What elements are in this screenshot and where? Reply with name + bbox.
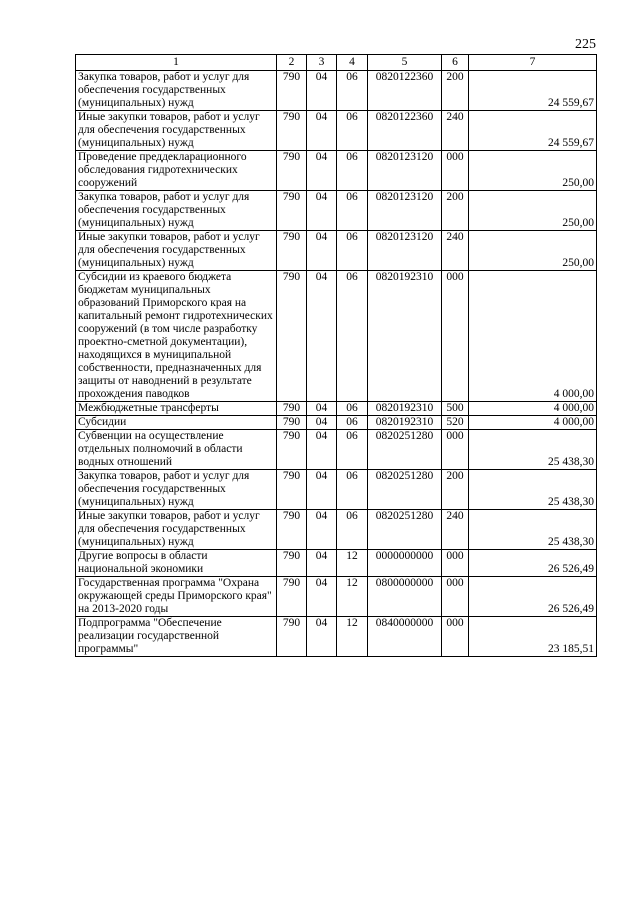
table-row xyxy=(76,231,597,271)
amount: 4 000,00 xyxy=(469,402,597,416)
code-subsection: 06 xyxy=(337,402,368,416)
code-target: 0820123120 xyxy=(368,231,442,271)
header-cell: 4 xyxy=(337,55,368,71)
table-row xyxy=(76,550,597,577)
code-ministry: 790 xyxy=(277,271,307,402)
code-subsection: 06 xyxy=(337,416,368,430)
code-section: 04 xyxy=(307,402,337,416)
code-section: 04 xyxy=(307,617,337,657)
code-subsection: 06 xyxy=(337,470,368,510)
code-expense-type: 200 xyxy=(442,470,469,510)
item-name: Иные закупки товаров, работ и услуг для обеспечения государственных (муниципальных) нужд xyxy=(76,111,277,151)
header-cell: 6 xyxy=(442,55,469,71)
code-section: 04 xyxy=(307,151,337,191)
code-target: 0820192310 xyxy=(368,416,442,430)
code-expense-type: 000 xyxy=(442,550,469,577)
table-row xyxy=(76,416,597,430)
code-section: 04 xyxy=(307,271,337,402)
code-expense-type: 500 xyxy=(442,402,469,416)
code-target: 0820123120 xyxy=(368,191,442,231)
item-name: Государственная программа "Охрана окружающей среды Приморского края" на 2013-2020 годы xyxy=(76,577,277,617)
amount: 26 526,49 xyxy=(469,550,597,577)
code-ministry: 790 xyxy=(277,111,307,151)
header-cell: 5 xyxy=(368,55,442,71)
code-ministry: 790 xyxy=(277,71,307,111)
code-target: 0820251280 xyxy=(368,510,442,550)
code-expense-type: 240 xyxy=(442,231,469,271)
item-name: Субсидии xyxy=(76,416,277,430)
code-ministry: 790 xyxy=(277,470,307,510)
table-row xyxy=(76,111,597,151)
code-target: 0820122360 xyxy=(368,111,442,151)
code-subsection: 12 xyxy=(337,577,368,617)
code-ministry: 790 xyxy=(277,191,307,231)
amount: 23 185,51 xyxy=(469,617,597,657)
item-name: Закупка товаров, работ и услуг для обеспечения государственных (муниципальных) нужд xyxy=(76,470,277,510)
code-expense-type: 200 xyxy=(442,191,469,231)
code-target: 0000000000 xyxy=(368,550,442,577)
code-ministry: 790 xyxy=(277,151,307,191)
amount: 4 000,00 xyxy=(469,416,597,430)
table-body xyxy=(76,71,597,657)
code-section: 04 xyxy=(307,510,337,550)
amount: 24 559,67 xyxy=(469,111,597,151)
amount: 250,00 xyxy=(469,191,597,231)
amount: 26 526,49 xyxy=(469,577,597,617)
code-ministry: 790 xyxy=(277,231,307,271)
code-expense-type: 000 xyxy=(442,617,469,657)
item-name: Субвенции на осуществление отдельных полномочий в области водных отношений xyxy=(76,430,277,470)
amount: 250,00 xyxy=(469,151,597,191)
item-name: Иные закупки товаров, работ и услуг для обеспечения государственных (муниципальных) нужд xyxy=(76,510,277,550)
table-row xyxy=(76,71,597,111)
table-row xyxy=(76,191,597,231)
code-target: 0820123120 xyxy=(368,151,442,191)
code-target: 0820192310 xyxy=(368,271,442,402)
code-expense-type: 000 xyxy=(442,271,469,402)
amount: 250,00 xyxy=(469,231,597,271)
code-target: 0840000000 xyxy=(368,617,442,657)
code-subsection: 06 xyxy=(337,191,368,231)
code-ministry: 790 xyxy=(277,416,307,430)
code-target: 0800000000 xyxy=(368,577,442,617)
code-section: 04 xyxy=(307,430,337,470)
item-name: Иные закупки товаров, работ и услуг для обеспечения государственных (муниципальных) нужд xyxy=(76,231,277,271)
code-subsection: 06 xyxy=(337,71,368,111)
code-subsection: 06 xyxy=(337,510,368,550)
code-ministry: 790 xyxy=(277,577,307,617)
code-expense-type: 200 xyxy=(442,71,469,111)
code-expense-type: 520 xyxy=(442,416,469,430)
code-expense-type: 000 xyxy=(442,151,469,191)
header-cell: 7 xyxy=(469,55,597,71)
code-ministry: 790 xyxy=(277,510,307,550)
code-section: 04 xyxy=(307,231,337,271)
code-ministry: 790 xyxy=(277,617,307,657)
code-section: 04 xyxy=(307,550,337,577)
code-section: 04 xyxy=(307,577,337,617)
table-row xyxy=(76,430,597,470)
page-number: 225 xyxy=(575,37,596,52)
code-expense-type: 240 xyxy=(442,111,469,151)
code-subsection: 06 xyxy=(337,271,368,402)
table-row xyxy=(76,577,597,617)
amount: 25 438,30 xyxy=(469,510,597,550)
code-target: 0820122360 xyxy=(368,71,442,111)
code-subsection: 06 xyxy=(337,151,368,191)
code-ministry: 790 xyxy=(277,430,307,470)
item-name: Субсидии из краевого бюджета бюджетам муниципальных образований Приморского края на капитальный ремонт гидротехнических сооружений (в том числе разработку проектно-сметной документации), находящихся в муниципальной собственности, предназначенных для защиты от наводнений в результате прохождения паводков xyxy=(76,271,277,402)
amount: 25 438,30 xyxy=(469,470,597,510)
code-expense-type: 000 xyxy=(442,430,469,470)
table-row xyxy=(76,510,597,550)
amount: 4 000,00 xyxy=(469,271,597,402)
code-target: 0820251280 xyxy=(368,470,442,510)
code-subsection: 12 xyxy=(337,550,368,577)
item-name: Проведение преддекларационного обследования гидротехнических сооружений xyxy=(76,151,277,191)
table-row xyxy=(76,470,597,510)
code-section: 04 xyxy=(307,416,337,430)
budget-table xyxy=(75,54,597,657)
item-name: Другие вопросы в области национальной экономики xyxy=(76,550,277,577)
code-target: 0820251280 xyxy=(368,430,442,470)
code-subsection: 06 xyxy=(337,111,368,151)
code-target: 0820192310 xyxy=(368,402,442,416)
code-subsection: 06 xyxy=(337,231,368,271)
header-cell: 3 xyxy=(307,55,337,71)
item-name: Закупка товаров, работ и услуг для обеспечения государственных (муниципальных) нужд xyxy=(76,71,277,111)
table-row xyxy=(76,151,597,191)
amount: 24 559,67 xyxy=(469,71,597,111)
code-section: 04 xyxy=(307,470,337,510)
code-ministry: 790 xyxy=(277,402,307,416)
table-row xyxy=(76,617,597,657)
code-subsection: 06 xyxy=(337,430,368,470)
code-section: 04 xyxy=(307,111,337,151)
amount: 25 438,30 xyxy=(469,430,597,470)
code-ministry: 790 xyxy=(277,550,307,577)
item-name: Подпрограмма "Обеспечение реализации государственной программы" xyxy=(76,617,277,657)
table-row xyxy=(76,271,597,402)
code-section: 04 xyxy=(307,71,337,111)
item-name: Закупка товаров, работ и услуг для обеспечения государственных (муниципальных) нужд xyxy=(76,191,277,231)
code-section: 04 xyxy=(307,191,337,231)
table-header-row xyxy=(76,55,597,71)
table-row xyxy=(76,402,597,416)
code-subsection: 12 xyxy=(337,617,368,657)
code-expense-type: 240 xyxy=(442,510,469,550)
header-cell: 2 xyxy=(277,55,307,71)
item-name: Межбюджетные трансферты xyxy=(76,402,277,416)
code-expense-type: 000 xyxy=(442,577,469,617)
header-cell: 1 xyxy=(76,55,277,71)
